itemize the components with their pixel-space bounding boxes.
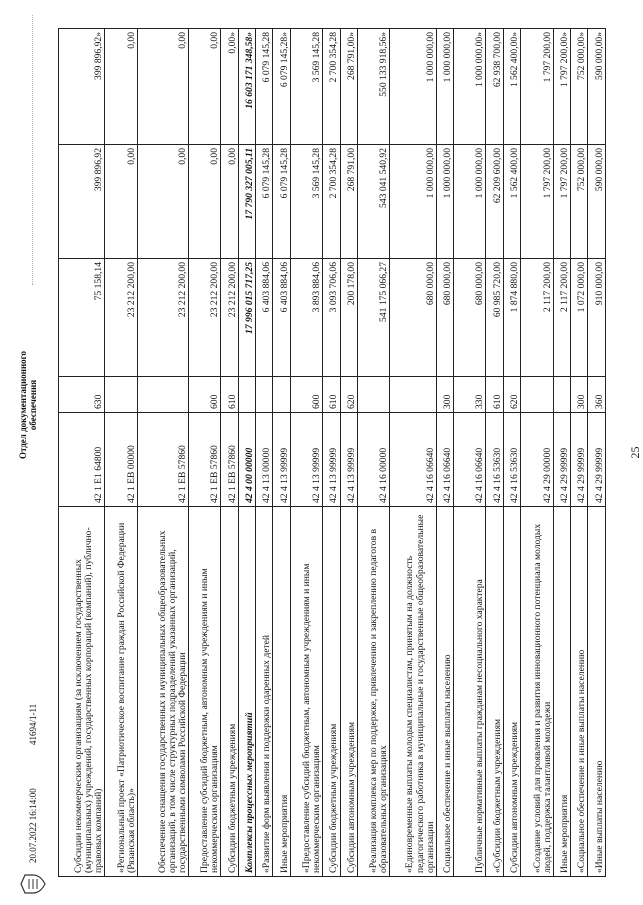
row-value-2024-cell: 1 797 200,00: [521, 29, 553, 145]
row-value-2023-cell: 590 000,00: [588, 145, 606, 259]
emblem-icon: [20, 873, 46, 895]
row-value-2024-cell: 3 569 145,28: [290, 29, 322, 145]
row-csr-cell: 42 4 29 99999: [571, 413, 588, 507]
row-csr-cell: 42 4 16 53630: [503, 413, 520, 507]
table-row: [59, 29, 105, 877]
row-value-2022-cell: 23 212 200,00: [105, 259, 137, 377]
row-value-2022-cell: 3 093 706,06: [323, 259, 340, 377]
row-name-cell: Иные мероприятия: [553, 507, 570, 877]
row-name-cell: «Реализация комплекса мер по поддержке, привлечению и закреплению педагогов в образовательных организациях: [357, 507, 389, 877]
row-value-2022-cell: 2 117 200,00: [553, 259, 570, 377]
table-row: [290, 29, 322, 877]
row-value-2024-cell: 1 000 000,00»: [454, 29, 486, 145]
row-vr-cell: 620: [340, 377, 357, 413]
row-csr-cell: 42 1 EB 57860: [188, 413, 220, 507]
row-value-2023-cell: 1 562 400,00: [503, 145, 520, 259]
row-vr-cell: [137, 377, 188, 413]
row-value-2022-cell: 1 874 880,00: [503, 259, 520, 377]
row-vr-cell: 300: [571, 377, 588, 413]
row-vr-cell: [553, 377, 570, 413]
row-value-2024-cell: 1 562 400,00»: [503, 29, 520, 145]
row-csr-cell: 42 4 13 99999: [273, 413, 290, 507]
table-row: [105, 29, 137, 877]
row-vr-cell: 620: [503, 377, 520, 413]
row-csr-cell: 42 4 13 99999: [340, 413, 357, 507]
table-row: [454, 29, 486, 877]
budget-table-body: [59, 29, 606, 877]
row-value-2024-cell: 62 938 700,00: [486, 29, 503, 145]
row-name-cell: Субсидии автономным учреждениям: [503, 507, 520, 877]
row-value-2024-cell: 0,00: [105, 29, 137, 145]
row-value-2023-cell: 1 797 200,00: [553, 145, 570, 259]
row-name-cell: «Иные выплаты населению: [588, 507, 606, 877]
row-csr-cell: 42 1 EB 57860: [221, 413, 238, 507]
row-csr-cell: 42 4 16 06640: [454, 413, 486, 507]
row-vr-cell: 600: [188, 377, 220, 413]
row-value-2024-cell: 268 791,00»: [340, 29, 357, 145]
table-row: [137, 29, 188, 877]
row-value-2023-cell: 6 079 145,28: [255, 145, 272, 259]
row-csr-cell: 42 4 16 00000: [357, 413, 389, 507]
row-csr-cell: 42 4 13 99999: [323, 413, 340, 507]
budget-table: [58, 28, 606, 877]
row-csr-cell: 42 4 29 99999: [588, 413, 606, 507]
table-row: [588, 29, 606, 877]
row-value-2023-cell: 17 790 327 005,11: [238, 145, 255, 259]
table-row: [553, 29, 570, 877]
row-name-cell: «Создание условий для проявления и развития инновационного потенциала молодых людей, поддержка талантливой молодежи: [521, 507, 553, 877]
row-name-cell: Социальное обеспечение и иные выплаты населению: [436, 507, 453, 877]
row-value-2024-cell: 550 133 918,56»: [357, 29, 389, 145]
row-vr-cell: [521, 377, 553, 413]
row-value-2024-cell: 590 000,00»: [588, 29, 606, 145]
row-value-2024-cell: 6 079 145,28»: [273, 29, 290, 145]
row-csr-cell: 42 4 29 00000: [521, 413, 553, 507]
footer-datetime: 20.07.2022 16:14:00: [28, 788, 38, 863]
row-vr-cell: 630: [59, 377, 105, 413]
row-value-2022-cell: 3 893 884,06: [290, 259, 322, 377]
table-row: [238, 29, 255, 877]
row-vr-cell: [273, 377, 290, 413]
table-row: [503, 29, 520, 877]
table-row: [273, 29, 290, 877]
row-csr-cell: 42 4 16 06640: [436, 413, 453, 507]
row-value-2022-cell: 680 000,00: [390, 259, 436, 377]
row-vr-cell: [255, 377, 272, 413]
row-csr-cell: 42 4 29 99999: [553, 413, 570, 507]
table-row: [188, 29, 220, 877]
row-value-2024-cell: 1 797 200,00»: [553, 29, 570, 145]
page-number: 25: [628, 446, 642, 459]
row-name-cell: Обеспечение оснащения государственных и муниципальных общеобразовательных организаций, в том числе структурных подразделений указанных организаций, государственными символами Российской Федерации: [137, 507, 188, 877]
row-vr-cell: 610: [221, 377, 238, 413]
row-value-2023-cell: 3 569 145,28: [290, 145, 322, 259]
row-name-cell: Публичные нормативные выплаты гражданам несоциального характера: [454, 507, 486, 877]
row-name-cell: Предоставление субсидий бюджетным, автономным учреждениям и иным некоммерческим организациям: [188, 507, 220, 877]
row-value-2022-cell: 23 212 200,00: [188, 259, 220, 377]
row-name-cell: «Субсидии бюджетным учреждениям: [486, 507, 503, 877]
row-value-2023-cell: 1 000 000,00: [454, 145, 486, 259]
budget-table-wrap: [58, 29, 606, 877]
row-vr-cell: [105, 377, 137, 413]
table-row: [571, 29, 588, 877]
row-value-2023-cell: 6 079 145,28: [273, 145, 290, 259]
row-value-2022-cell: 23 212 200,00: [221, 259, 238, 377]
row-value-2023-cell: 1 797 200,00: [521, 145, 553, 259]
row-value-2023-cell: 399 896,92: [59, 145, 105, 259]
row-value-2024-cell: 752 000,00»: [571, 29, 588, 145]
row-vr-cell: 610: [486, 377, 503, 413]
row-csr-cell: 42 1 EB 00000: [105, 413, 137, 507]
table-row: [436, 29, 453, 877]
row-value-2023-cell: 1 000 000,00: [436, 145, 453, 259]
table-row: [357, 29, 389, 877]
table-row: [486, 29, 503, 877]
row-value-2022-cell: 23 212 200,00: [137, 259, 188, 377]
row-value-2022-cell: 680 000,00: [436, 259, 453, 377]
row-name-cell: Субсидии автономным учреждениям: [340, 507, 357, 877]
row-value-2024-cell: 1 000 000,00: [436, 29, 453, 145]
row-value-2023-cell: 543 041 540,92: [357, 145, 389, 259]
row-value-2024-cell: 0,00: [188, 29, 220, 145]
row-value-2024-cell: 2 700 354,28: [323, 29, 340, 145]
row-value-2022-cell: 6 403 884,06: [273, 259, 290, 377]
row-csr-cell: 42 1 E1 64800: [59, 413, 105, 507]
footer-code: 41694/1-11: [28, 703, 38, 745]
row-value-2022-cell: 75 158,14: [59, 259, 105, 377]
footer-department: Отдел документационного обеспечения: [18, 350, 39, 460]
row-value-2022-cell: 200 178,00: [340, 259, 357, 377]
row-value-2023-cell: 752 000,00: [571, 145, 588, 259]
row-value-2024-cell: 6 079 145,28: [255, 29, 272, 145]
page-footer: [14, 0, 50, 905]
row-value-2023-cell: 1 000 000,00: [390, 145, 436, 259]
scan-artifact: [32, 15, 34, 285]
row-value-2023-cell: 0,00: [137, 145, 188, 259]
row-name-cell: «Региональный проект «Патриотическое воспитание граждан Российской Федерации (Рязанская область)»: [105, 507, 137, 877]
row-csr-cell: 42 1 EB 57860: [137, 413, 188, 507]
table-row: [390, 29, 436, 877]
row-value-2022-cell: 60 985 720,00: [486, 259, 503, 377]
row-vr-cell: 360: [588, 377, 606, 413]
row-name-cell: «Предоставление субсидий бюджетным, автономным учреждениям и иным некоммерческим организациям: [290, 507, 322, 877]
row-value-2024-cell: 16 603 171 348,58»: [238, 29, 255, 145]
row-name-cell: Субсидии бюджетным учреждениям: [221, 507, 238, 877]
table-row: [221, 29, 238, 877]
row-vr-cell: [390, 377, 436, 413]
row-name-cell: Субсидии некоммерческим организациям (за исключением государственных (муниципальных) учреждений, государственных корпораций (компаний), публично-правовых компаний): [59, 507, 105, 877]
row-value-2023-cell: 268 791,00: [340, 145, 357, 259]
row-value-2023-cell: 62 209 600,00: [486, 145, 503, 259]
row-value-2022-cell: 910 000,00: [588, 259, 606, 377]
table-row: [323, 29, 340, 877]
row-value-2022-cell: 17 996 015 717,25: [238, 259, 255, 377]
row-vr-cell: 300: [436, 377, 453, 413]
row-value-2022-cell: 680 000,00: [454, 259, 486, 377]
row-name-cell: Комплексы процессных мероприятий: [238, 507, 255, 877]
table-row: [255, 29, 272, 877]
table-row: [340, 29, 357, 877]
row-name-cell: Субсидии бюджетным учреждениям: [323, 507, 340, 877]
row-csr-cell: 42 4 16 06640: [390, 413, 436, 507]
row-name-cell: «Единовременные выплаты молодым специалистам, принятым на должность педагогического работника в муниципальные и государственные общеобразовательные организации: [390, 507, 436, 877]
row-name-cell: «Развитие форм выявления и поддержки одаренных детей: [255, 507, 272, 877]
row-value-2024-cell: 1 000 000,00: [390, 29, 436, 145]
row-name-cell: Иные мероприятия: [273, 507, 290, 877]
row-value-2023-cell: 0,00: [105, 145, 137, 259]
row-value-2022-cell: 541 175 066,27: [357, 259, 389, 377]
row-vr-cell: 600: [290, 377, 322, 413]
row-vr-cell: 610: [323, 377, 340, 413]
row-value-2024-cell: 0,00»: [221, 29, 238, 145]
row-csr-cell: 42 4 13 00000: [255, 413, 272, 507]
row-vr-cell: [357, 377, 389, 413]
row-value-2022-cell: 1 072 000,00: [571, 259, 588, 377]
row-value-2022-cell: 2 117 200,00: [521, 259, 553, 377]
table-row: [521, 29, 553, 877]
row-csr-cell: 42 4 16 53630: [486, 413, 503, 507]
row-value-2024-cell: 0,00: [137, 29, 188, 145]
row-value-2023-cell: 2 700 354,28: [323, 145, 340, 259]
row-value-2023-cell: 0,00: [188, 145, 220, 259]
row-value-2022-cell: 6 403 884,06: [255, 259, 272, 377]
row-vr-cell: [238, 377, 255, 413]
row-vr-cell: 330: [454, 377, 486, 413]
row-name-cell: «Социальное обеспечение и иные выплаты населению: [571, 507, 588, 877]
row-value-2024-cell: 399 896,92»: [59, 29, 105, 145]
row-csr-cell: 42 4 13 99999: [290, 413, 322, 507]
row-value-2023-cell: 0,00: [221, 145, 238, 259]
row-csr-cell: 42 4 00 00000: [238, 413, 255, 507]
